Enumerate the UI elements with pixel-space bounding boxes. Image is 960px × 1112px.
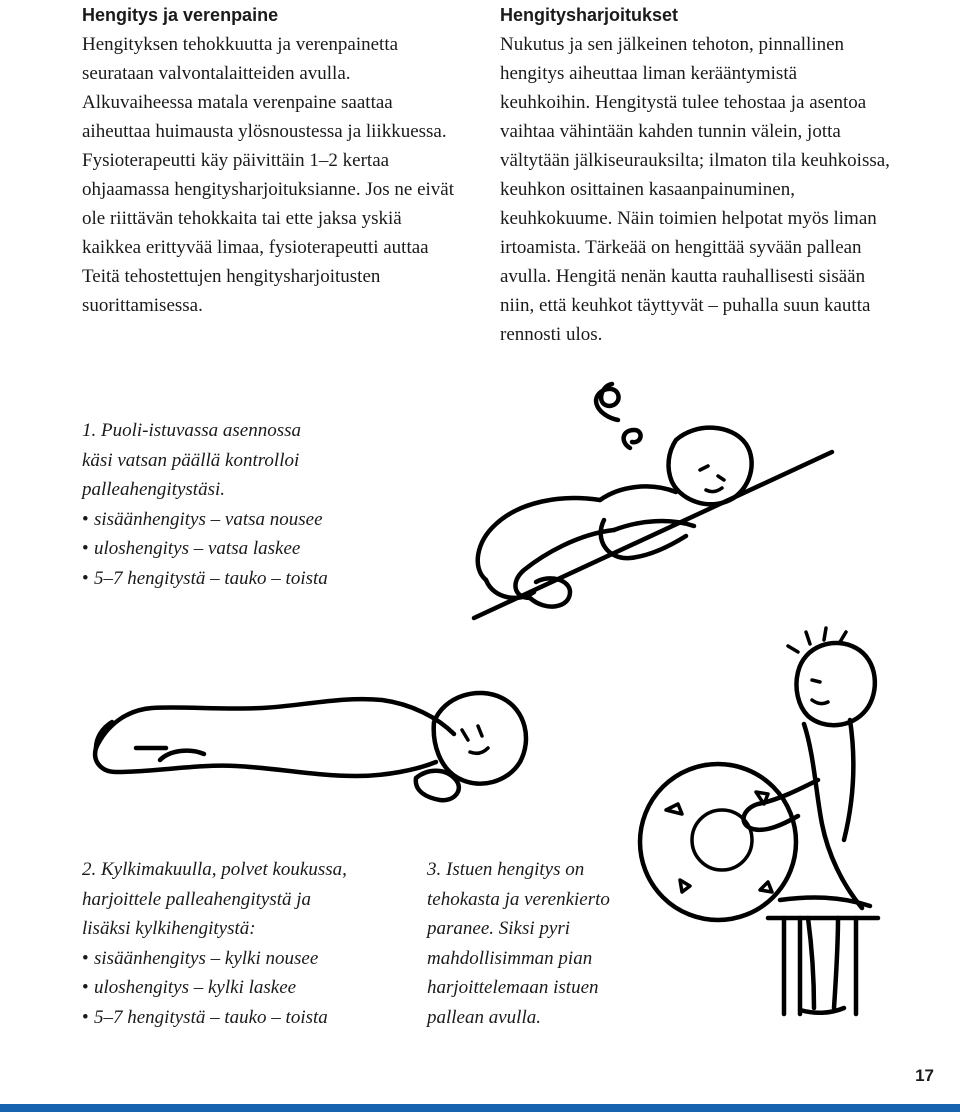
caption-line: harjoittele palleahengitystä ja — [82, 888, 312, 910]
section-heading: Hengitysharjoitukset — [500, 5, 679, 25]
section-body: Hengityksen tehokkuutta ja verenpainetta seurataan valvontalaitteiden avulla. Alkuvaiheessa matala verenpaine saattaa aiheuttaa huimausta ylösnoustessa ja liikkuessa. Fysioterapeutti käy päivittäin 1–2 kertaa ohjaamassa hengitysharjoituksianne. Jos ne eivät ole riittävän tehokkaita tai ette jaksa yskiä kaikkea erittyvää limaa, fysioterapeutti auttaa Teitä tehostettujen hengitysharjoitusten suorittamisessa. — [82, 34, 454, 316]
section-heading: Hengitys ja verenpaine — [82, 5, 279, 25]
caption-line: 2. Kylkimakuulla, polvet koukussa, — [82, 859, 347, 880]
person-half-sitting-icon — [474, 384, 832, 618]
caption-line: käsi vatsan päällä kontrolloi — [82, 449, 300, 471]
caption-line: 3. Istuen hengitys on — [427, 859, 585, 880]
section-body: Nukutus ja sen jälkeinen tehoton, pinnallinen hengitys aiheuttaa liman kerääntymistä keuhkoihin. Hengitystä tulee tehostaa ja asentoa vaihtaa vähintään kahden tunnin välein, jotta vältytään jälkiseurauksilta; ilmaton tila keuhkoissa, keuhkon osittainen kasaanpainuminen, keuhkokuume. Näin toimien helpotat myös liman irtoamista. Tärkeää on hengittää syvään pallean avulla. Hengitä nenän kautta rauhallisesti sisään niin, että keuhkot täyttyvät – puhalla suun kautta rennosti ulos. — [500, 34, 890, 345]
list-item: • sisäänhengitys – vatsa nousee — [82, 505, 382, 535]
person-sitting-with-ball-icon — [640, 628, 878, 1014]
caption-line: tehokasta ja verenkierto — [427, 888, 610, 910]
caption-line: paranee. Siksi pyri — [427, 918, 571, 939]
footer-bar — [0, 1104, 960, 1112]
caption-line: harjoittelemaan istuen — [427, 977, 599, 998]
list-item: • 5–7 hengitystä – tauko – toista — [82, 1003, 392, 1033]
list-item: • uloshengitys – kylki laskee — [82, 973, 392, 1003]
page-number: 17 — [915, 1066, 934, 1085]
caption-line: mahdollisimman pian — [427, 947, 593, 969]
list-item: • uloshengitys – vatsa laskee — [82, 534, 382, 564]
list-item: • sisäänhengitys – kylki nousee — [82, 944, 392, 974]
caption-line: pallean avulla. — [427, 1006, 541, 1028]
caption-line: palleahengitystäsi. — [82, 479, 226, 500]
person-side-lying-icon — [95, 693, 526, 800]
caption-line: lisäksi kylkihengitystä: — [82, 918, 256, 939]
caption-line: 1. Puoli-istuvassa asennossa — [82, 420, 302, 441]
list-item: • 5–7 hengitystä – tauko – toista — [82, 564, 382, 594]
